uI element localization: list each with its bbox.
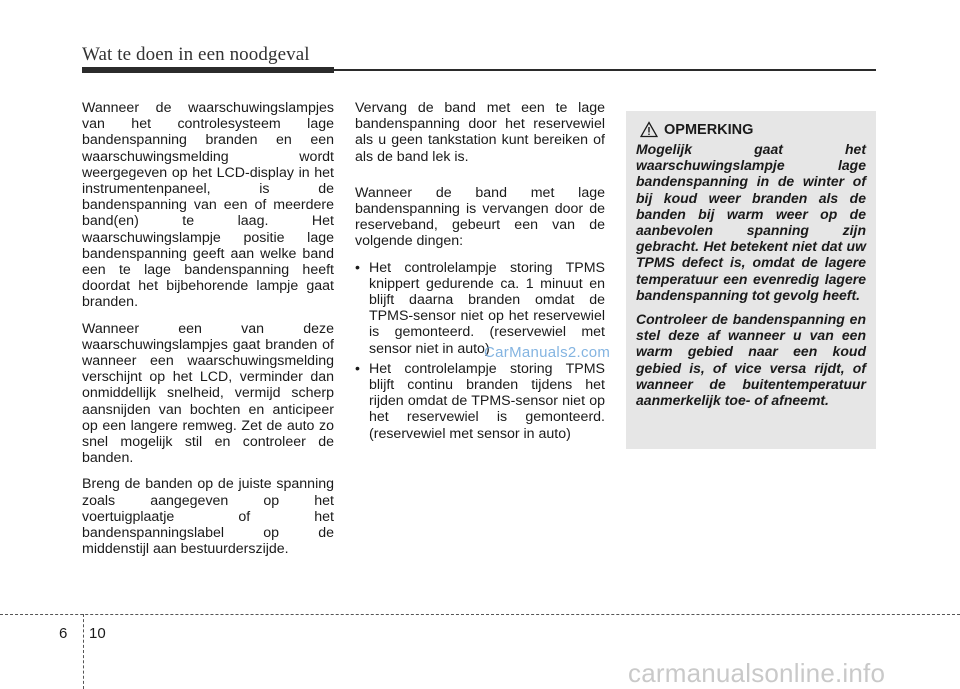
paragraph: Wanneer de waarschuwingslampjes van het controlesysteem lage bandenspanning branden en een waarschuwingsmelding wordt weergegeven op het LCD-display in het instrumentenpaneel, is de bandenspanning van een of meerdere band(en) te laag. Het waarschuwingslampje positie lage bandenspanning geeft aan welke band een te lage bandenspanning heeft doordat het bijbehorende lampje gaat branden. (82, 100, 334, 311)
footer-divider (0, 614, 960, 615)
watermark-bottom: carmanualsonline.info (628, 658, 886, 688)
text-column-middle (355, 100, 605, 446)
note-box (626, 111, 876, 449)
bullet-item: • Het controlelampje storing TPMS knippert gedurende ca. 1 minuut en blijft daarna branden omdat de TPMS-sensor niet op het reservewiel is gemonteerd. (reservewiel met sensor niet in auto) (355, 260, 605, 357)
note-paragraph: Mogelijk gaat het waarschuwingslampje lage bandenspanning in de winter of bij koud weer branden als de banden bij warm weer op de aanbevolen spanning zijn gebracht. Het betekent niet dat uw TPMS defect is, omdat de lagere temperatuur een evenredig lagere bandenspanning tot gevolg heeft. (636, 141, 866, 303)
page-number: 10 (89, 625, 106, 642)
footer-vertical-divider (83, 614, 84, 689)
header-rule-thin (334, 69, 876, 71)
watermark-overlay: CarManuals2.com (484, 344, 611, 361)
header-rule-thick (82, 67, 334, 73)
paragraph: Vervang de band met een te lage bandenspanning door het reservewiel als u geen tankstation kunt bereiken of als de band lek is. (355, 100, 605, 165)
paragraph: Breng de banden op de juiste spanning zoals aangegeven op het voertuigplaatje of het bandenspanningslabel op de middenstijl aan bestuurderszijde. (82, 476, 334, 558)
note-title: OPMERKING (664, 121, 754, 138)
note-body (636, 141, 866, 408)
note-header (640, 121, 866, 138)
text-column-left (82, 100, 334, 567)
paragraph: Wanneer de band met lage bandenspanning is vervangen door de reserveband, gebeurt een van de volgende dingen: (355, 184, 605, 250)
warning-triangle-icon (640, 121, 658, 138)
paragraph: Wanneer een van deze waarschuwingslampjes gaat branden of wanneer een waarschuwingsmelding verschijnt op het LCD, verminder dan onmiddellijk snelheid, vermijd scherp aansnijden van bochten en anticipeer op een langere remweg. Zet de auto zo snel mogelijk stil en controleer de banden. (82, 320, 334, 467)
note-paragraph: Controleer de bandenspanning en stel deze af wanneer u van een warm gebied naar een koud gebied is, of vice versa rijdt, of wanneer de buitentemperatuur aanmerkelijk toe- of afneemt. (636, 311, 866, 409)
page-title: Wat te doen in een noodgeval (82, 44, 310, 65)
bullet-item: • Het controlelampje storing TPMS blijft continu branden tijdens het rijden omdat de TPMS-sensor niet op het reservewiel is gemonteerd. (reservewiel met sensor in auto) (355, 361, 605, 442)
section-number: 6 (59, 625, 68, 642)
